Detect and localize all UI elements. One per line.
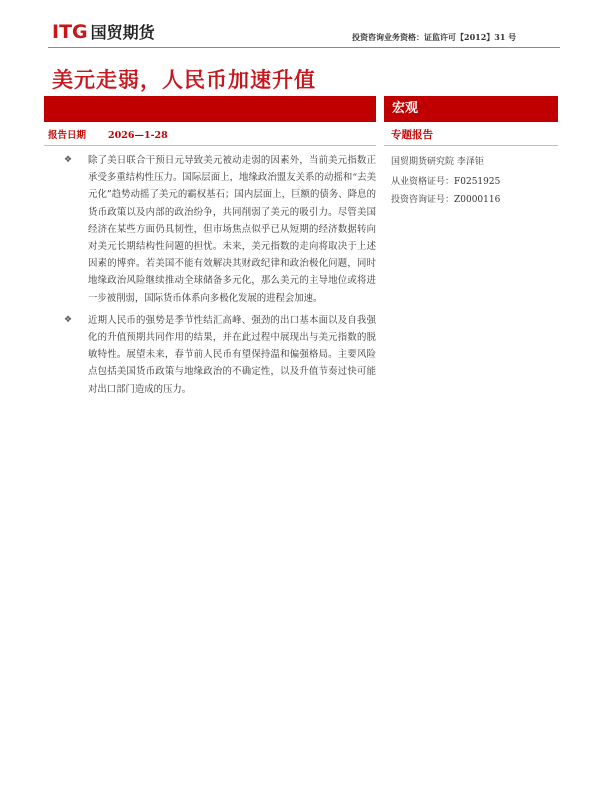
diamond-bullet-icon: ❖ (64, 155, 73, 165)
consulting-number: 投资咨询证号：Z0000116 (391, 195, 501, 205)
date-divider (44, 145, 376, 146)
report-date-row (48, 127, 376, 141)
author-info: 国贸期货研究院 李泽钜 (391, 157, 484, 167)
category-banner: 宏观 (384, 96, 558, 122)
qualification-number: 从业资格证号：F0251925 (391, 177, 501, 187)
logo-company-name: 国贸期货 (90, 23, 155, 42)
bullet-item (60, 152, 376, 307)
bullet-text: 近期人民币的强势是季节性结汇高峰、强劲的出口基本面以及自我强化的升值预期共同作用的结果，并在此过程中展现出与美元指数的脱敏特性。展望未来，春节前人民币有望保持温和偏强格局。主要风险点包括美国货币政策与地缘政治的不确定性，以及升值节奏过快可能对出口部门造成的压力。 (88, 314, 376, 395)
bullet-text: 除了美日联合干预日元导致美元被动走弱的因素外，当前美元指数正承受多重结构性压力。国际层面上，地缘政治盟友关系的动摇和“去美元化”趋势动摇了美元的霸权基石；国内层面上，巨额的债务、降息的货币政策以及内部的政治纷争，共同削弱了美元的吸引力。尽管美国经济在某些方面仍具韧性，但市场焦点似乎已从短期的经济数据转向对美元长期结构性问题的担忧。未来，美元指数的走向将取决于上述因素的博弈。若美国不能有效解决其财政纪律和政治极化问题，同时地缘政治风险继续推动全球储备多元化，那么美元的主导地位或将进一步被削弱，国际货币体系向多极化发展的进程会加速。 (88, 155, 376, 304)
summary-bullets (60, 152, 376, 403)
bullet-item (60, 312, 376, 398)
header-divider (48, 47, 560, 48)
company-logo (52, 20, 155, 43)
report-title: 美元走弱，人民币加速升值 (52, 68, 316, 92)
sidebar-divider (384, 145, 558, 146)
report-date-label: 报告日期 (48, 130, 87, 141)
main-banner-bar (44, 96, 376, 122)
logo-itg-text: ITG (52, 21, 88, 43)
report-type-label: 专题报告 (391, 129, 433, 141)
license-text: 投资咨询业务资格：证监许可【2012】31 号 (352, 32, 517, 42)
diamond-bullet-icon: ❖ (64, 314, 73, 325)
report-date-value: 2026—1-28 (108, 130, 168, 141)
